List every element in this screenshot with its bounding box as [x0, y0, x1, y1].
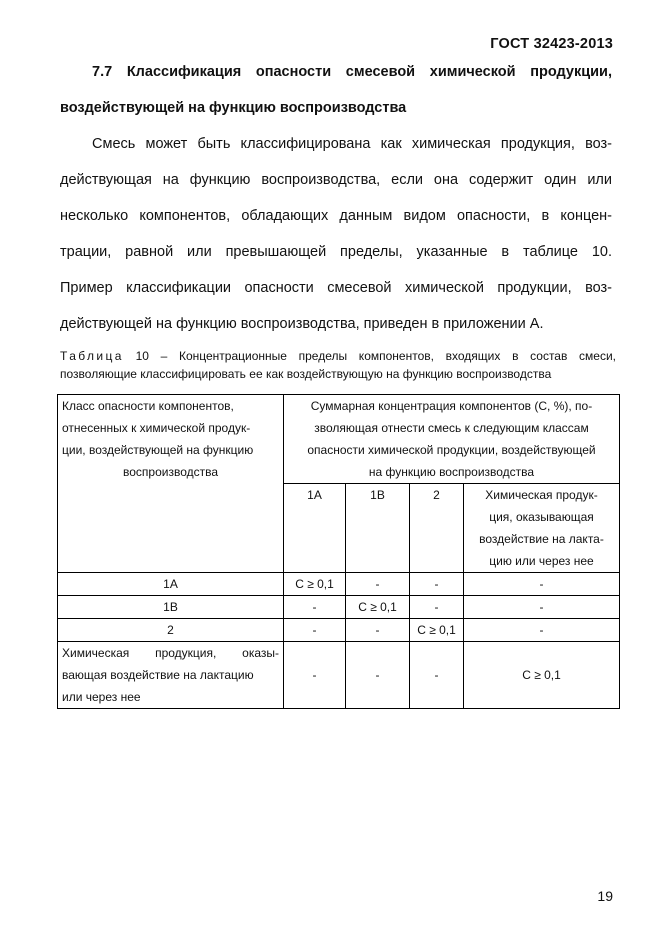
table-row	[58, 619, 620, 642]
page-number: 19	[597, 888, 613, 904]
header-concentration: Суммарная концентрация компонентов (C, %), по- зволяющая отнести смесь к следующим классам опасности химической продукции, воздействующей на функцию воспроизводства	[284, 395, 620, 484]
table-cell: -	[464, 619, 620, 642]
table-caption-label: Таблица	[60, 349, 124, 363]
table-cell: -	[284, 619, 346, 642]
table-cell: -	[464, 596, 620, 619]
paragraph-line: действующей на функцию воспроизводства, приведен в приложении А.	[60, 316, 544, 332]
subheader-2: 2	[410, 484, 464, 573]
table-cell: -	[284, 596, 346, 619]
table-cell: -	[410, 596, 464, 619]
table-cell: -	[346, 573, 410, 596]
subheader-lactation: Химическая продук- ция, оказывающая воздействие на лакта- цию или через нее	[464, 484, 620, 573]
table-caption	[60, 347, 616, 383]
row-label: 2	[58, 619, 284, 642]
table-cell: C ≥ 0,1	[410, 619, 464, 642]
paragraph-line: несколько компонентов, обладающих данным видом опасности, в концен-	[60, 208, 612, 224]
concentration-table	[57, 394, 620, 709]
subheader-1a: 1A	[284, 484, 346, 573]
table-cell: -	[284, 642, 346, 709]
table-cell: -	[346, 642, 410, 709]
table-row	[58, 642, 620, 709]
table-cell: -	[410, 642, 464, 709]
paragraph-line: действующая на функцию воспроизводства, если она содержит один или	[60, 172, 612, 188]
section-title-line1: 7.7 Классификация опасности смесевой химической продукции,	[92, 64, 612, 80]
paragraph-line: Пример классификации опасности смесевой химической продукции, воз-	[60, 280, 612, 296]
row-label: 1A	[58, 573, 284, 596]
table-header-row	[58, 395, 620, 484]
table-cell: -	[464, 573, 620, 596]
header-hazard-class: Класс опасности компонентов, отнесенных к химической продук- ции, воздействующей на функцию воспроизводства	[58, 395, 284, 573]
standard-code: ГОСТ 32423-2013	[490, 36, 613, 52]
table-row	[58, 596, 620, 619]
table-cell: -	[346, 619, 410, 642]
table-row	[58, 573, 620, 596]
table-caption-text: 10 – Концентрационные пределы компонентов, входящих в состав смеси,	[135, 349, 616, 363]
body-paragraph	[60, 126, 612, 342]
table-cell: C ≥ 0,1	[464, 642, 620, 709]
section-title-line2: воздействующей на функцию воспроизводства	[60, 100, 407, 116]
row-label: Химическая продукция, оказы- вающая воздействие на лактацию или через нее	[58, 642, 284, 709]
paragraph-line: трации, равной или превышающей пределы, указанные в таблице 10.	[60, 244, 612, 260]
row-label: 1B	[58, 596, 284, 619]
paragraph-line: Смесь может быть классифицирована как химическая продукция, воз-	[92, 136, 612, 152]
subheader-1b: 1B	[346, 484, 410, 573]
table-cell: C ≥ 0,1	[284, 573, 346, 596]
table-cell: -	[410, 573, 464, 596]
table-caption-line2: позволяющие классифицировать ее как воздействующую на функцию воспроизводства	[60, 367, 552, 381]
table-cell: C ≥ 0,1	[346, 596, 410, 619]
